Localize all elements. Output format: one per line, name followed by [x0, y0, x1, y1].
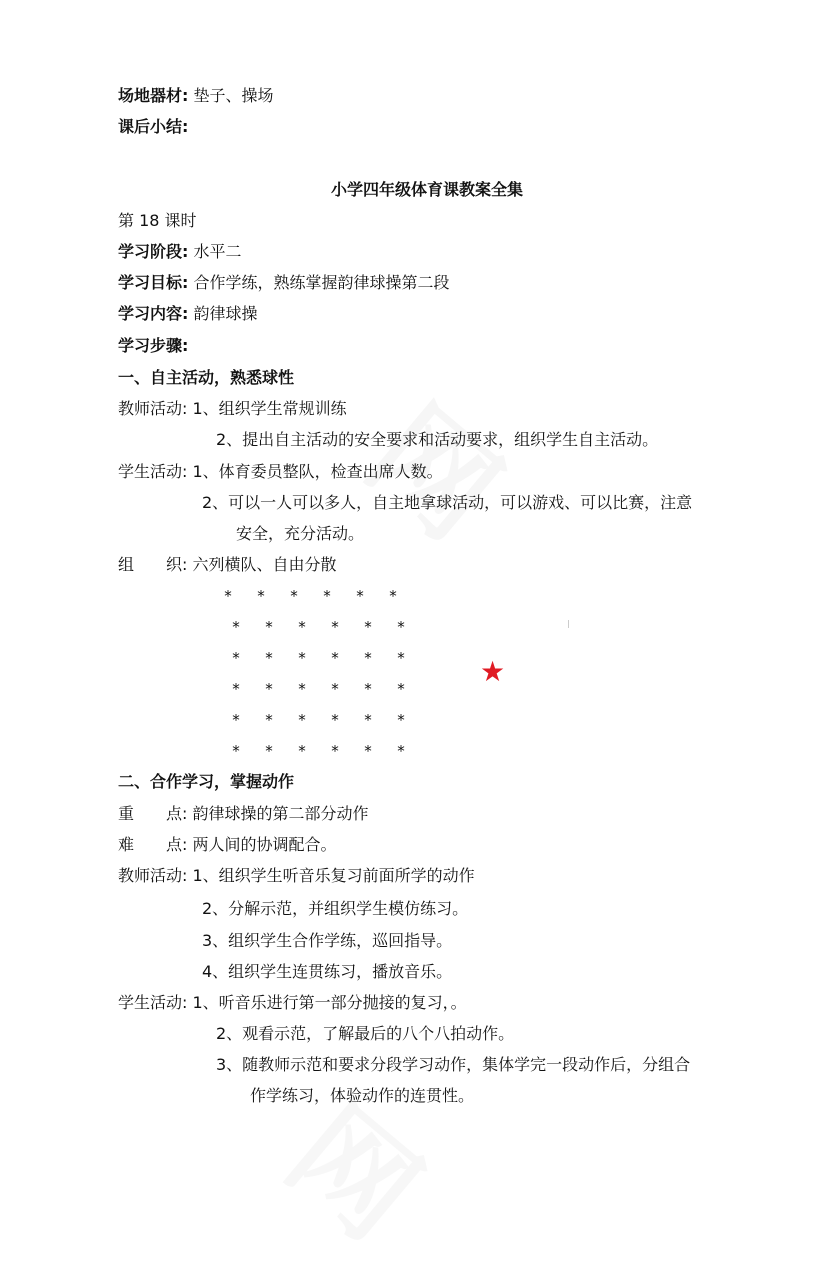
summary-label: 课后小结: — [118, 117, 189, 136]
student-position-mark: * — [232, 649, 240, 667]
goal-line — [118, 271, 450, 295]
student-position-mark: * — [364, 742, 372, 760]
s2-teacher-item-4: 4、组织学生连贯练习，播放音乐。 — [202, 962, 453, 981]
student-position-mark: * — [397, 649, 405, 667]
formation-grid — [218, 584, 428, 764]
teacher-star: ★ — [480, 655, 506, 688]
student-position-mark: * — [323, 587, 331, 605]
student-position-mark: * — [298, 618, 306, 636]
student-position-mark: * — [397, 680, 405, 698]
s1-student-item-2a: 2、可以一人可以多人，自主地拿球活动，可以游戏、可以比赛，注意 — [202, 493, 693, 512]
student-position-mark: * — [232, 742, 240, 760]
venue-line — [118, 84, 274, 108]
divider-mark — [568, 620, 569, 628]
student-position-mark: * — [331, 680, 339, 698]
student-position-mark: * — [397, 711, 405, 729]
s1-student-label: 学生活动: — [118, 462, 188, 481]
student-position-mark: * — [331, 742, 339, 760]
student-position-mark: * — [232, 618, 240, 636]
key-point-line — [118, 802, 369, 826]
document-title: 小学四年级体育课教案全集 — [331, 180, 524, 199]
s2-student-item-1: 1、听音乐进行第一部分抛接的复习，。 — [192, 993, 467, 1012]
student-position-mark: * — [265, 649, 273, 667]
stage-value: 水平二 — [193, 242, 242, 261]
s1-teacher-label: 教师活动: — [118, 399, 188, 418]
student-position-mark: * — [265, 742, 273, 760]
s2-student-label: 学生活动: — [118, 993, 188, 1012]
teacher-position-star-icon — [480, 656, 505, 688]
difficulty-line — [118, 833, 337, 857]
student-position-mark: * — [265, 680, 273, 698]
s2-teacher-item-2: 2、分解示范，并组织学生模仿练习。 — [202, 899, 469, 918]
content-value: 韵律球操 — [193, 304, 258, 323]
stage-label: 学习阶段: — [118, 242, 189, 261]
student-position-mark: * — [331, 711, 339, 729]
s2-teacher-label: 教师活动: — [118, 866, 188, 885]
student-position-mark: * — [265, 711, 273, 729]
lesson-number: 第 18 课时 — [118, 211, 197, 230]
s1-org-label: 组 织: — [118, 555, 188, 574]
section2-heading: 二、合作学习，掌握动作 — [118, 772, 295, 791]
s2-student-item-2: 2、观看示范，了解最后的八个八拍动作。 — [216, 1024, 515, 1043]
difficulty-label: 难 点: — [118, 835, 188, 854]
student-position-mark: * — [364, 649, 372, 667]
s2-student-line-1 — [118, 991, 467, 1015]
s2-teacher-item-1: 1、组织学生听音乐复习前面所学的动作 — [192, 866, 475, 885]
student-position-mark: * — [265, 618, 273, 636]
content-line — [118, 302, 258, 326]
student-position-mark: * — [364, 711, 372, 729]
goal-value: 合作学练，熟练掌握韵律球操第二段 — [193, 273, 450, 292]
s1-student-item-2b: 安全，充分活动。 — [236, 524, 365, 543]
section1-heading: 一、自主活动，熟悉球性 — [118, 368, 295, 387]
content-label: 学习内容: — [118, 304, 189, 323]
stage-line — [118, 240, 242, 264]
difficulty-value: 两人间的协调配合。 — [192, 835, 337, 854]
student-position-mark: * — [257, 587, 265, 605]
s1-org-line — [118, 553, 337, 577]
student-position-mark: * — [356, 587, 364, 605]
key-point-value: 韵律球操的第二部分动作 — [192, 804, 369, 823]
student-position-mark: * — [290, 587, 298, 605]
student-position-mark: * — [397, 618, 405, 636]
student-position-mark: * — [331, 618, 339, 636]
s1-org-value: 六列横队、自由分散 — [192, 555, 337, 574]
s1-teacher-item-1: 1、组织学生常规训练 — [192, 399, 347, 418]
student-position-mark: * — [364, 680, 372, 698]
s2-teacher-line-1 — [118, 864, 475, 888]
student-position-mark: * — [298, 680, 306, 698]
s1-teacher-item-2: 2、提出自主活动的安全要求和活动要求，组织学生自主活动。 — [216, 430, 659, 449]
student-position-mark: * — [224, 587, 232, 605]
student-position-mark: * — [298, 742, 306, 760]
student-position-mark: * — [331, 649, 339, 667]
s2-student-item-3a: 3、随教师示范和要求分段学习动作，集体学完一段动作后，分组合 — [216, 1055, 691, 1074]
student-position-mark: * — [232, 711, 240, 729]
student-position-mark: * — [364, 618, 372, 636]
s1-teacher-line-1 — [118, 397, 347, 421]
venue-label: 场地器材: — [118, 86, 189, 105]
s2-teacher-item-3: 3、组织学生合作学练，巡回指导。 — [202, 931, 453, 950]
student-position-mark: * — [397, 742, 405, 760]
s1-student-line-1 — [118, 460, 443, 484]
steps-label: 学习步骤: — [118, 336, 189, 355]
student-position-mark: * — [232, 680, 240, 698]
goal-label: 学习目标: — [118, 273, 189, 292]
s1-student-item-1: 1、体育委员整队，检查出席人数。 — [192, 462, 443, 481]
student-position-mark: * — [298, 649, 306, 667]
s2-student-item-3b: 作学练习，体验动作的连贯性。 — [250, 1086, 475, 1105]
venue-value: 垫子、操场 — [193, 86, 274, 105]
key-point-label: 重 点: — [118, 804, 188, 823]
student-position-mark: * — [389, 587, 397, 605]
student-position-mark: * — [298, 711, 306, 729]
